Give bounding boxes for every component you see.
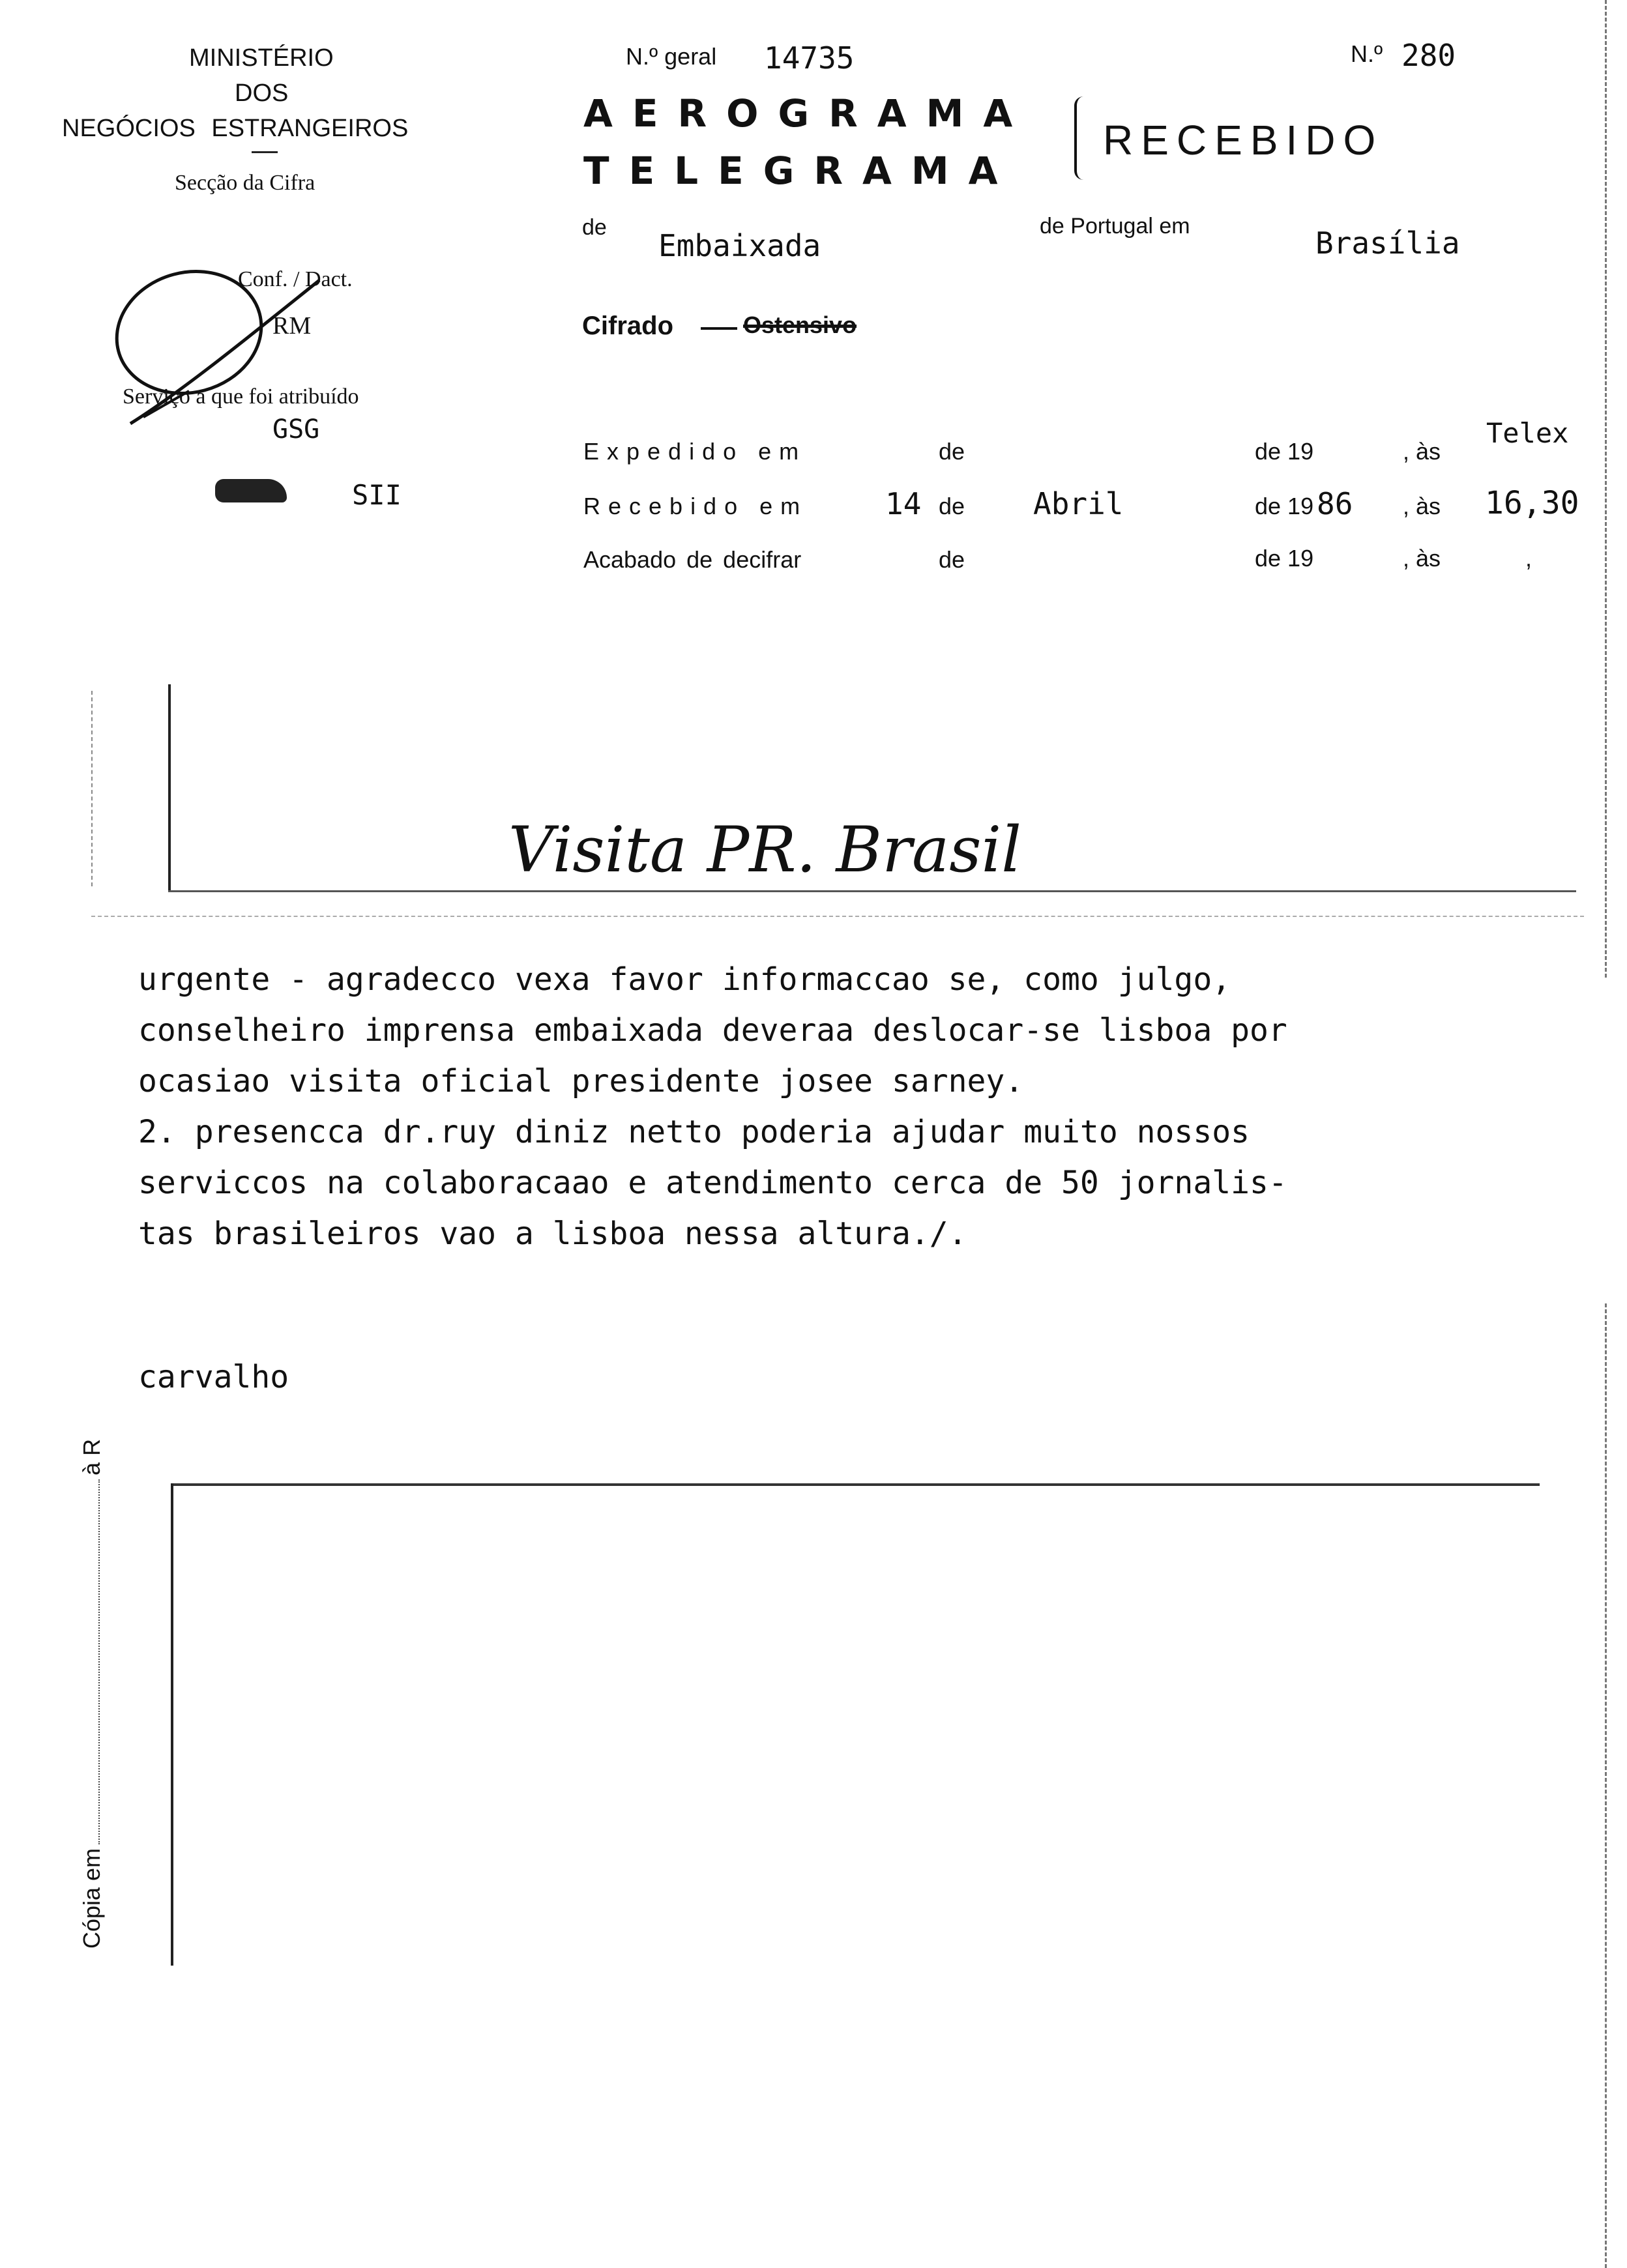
recebido-time: 16,30 — [1485, 485, 1579, 521]
portugal-label: de Portugal em — [1040, 214, 1190, 239]
redacted-mark — [215, 479, 287, 502]
recebido-de19: de 19 — [1255, 493, 1314, 519]
bracket-icon — [1074, 96, 1083, 180]
left-dotted-rule — [91, 691, 93, 886]
ministry-line3: NEGÓCIOS ESTRANGEIROS — [62, 115, 409, 142]
portugal-value: Brasília — [1315, 225, 1460, 261]
recebido-year: 86 — [1317, 486, 1353, 521]
ministry-divider — [252, 151, 278, 153]
ministry-line1: MINISTÉRIO — [189, 44, 334, 72]
lower-frame-vertical — [171, 1483, 173, 1966]
signature-name: carvalho — [138, 1359, 289, 1395]
cifrado-dash — [701, 327, 737, 330]
message-line-3: ocasiao visita oficial presidente josee sarney. — [138, 1063, 1024, 1099]
handwritten-title: Visita PR. Brasil — [508, 813, 1021, 886]
de-value: Embaixada — [658, 228, 821, 263]
recebido-de: de — [939, 493, 965, 519]
expedido-label: Expedido em — [583, 438, 807, 465]
number-value: 280 — [1401, 38, 1456, 73]
message-line-2: conselheiro imprensa embaixada deveraa deslocar-se lisboa por — [138, 1012, 1287, 1049]
recebido-day: 14 — [885, 486, 922, 521]
de-label: de — [582, 215, 607, 240]
recebido-title: RECEBIDO — [1103, 117, 1384, 164]
lower-frame-horizontal — [171, 1483, 1540, 1486]
expedido-as: , às — [1403, 438, 1441, 465]
number-label: N.º — [1351, 40, 1383, 67]
ostensivo-struck: Ostensivo — [743, 312, 857, 338]
recebido-label: Recebido em — [583, 493, 808, 519]
telegrama-title: TELEGRAMA — [583, 149, 1018, 193]
decifrar-label: Acabado de decifrar — [583, 546, 802, 573]
right-perforation-top — [1605, 0, 1607, 978]
conf-label: Conf. / Dact. — [238, 267, 353, 291]
decifrar-as: , às — [1403, 545, 1441, 572]
copia-label: Cópia emà R — [78, 1438, 105, 1949]
decifrar-de: de — [939, 546, 965, 573]
conf-value: RM — [272, 312, 312, 340]
cifrado-label: Cifrado — [582, 312, 673, 340]
message-line-4: 2. presencca dr.ruy diniz netto poderia ajudar muito nossos — [138, 1114, 1250, 1150]
message-line-1: urgente - agradecco vexa favor informaccao se, como julgo, — [138, 961, 1231, 998]
decifrar-comma: , — [1525, 545, 1532, 572]
upper-frame-horizontal — [168, 890, 1576, 892]
right-perforation-bottom — [1605, 1303, 1607, 2268]
tear-line — [91, 916, 1584, 917]
service-value: GSG — [272, 414, 320, 444]
section-label: Secção da Cifra — [175, 171, 315, 195]
upper-frame-vertical — [168, 684, 171, 892]
expedido-de: de — [939, 438, 965, 465]
expedido-de19: de 19 — [1255, 438, 1314, 465]
service-extra: SII — [352, 479, 402, 511]
decifrar-de19: de 19 — [1255, 545, 1314, 572]
geral-label: N.º geral — [626, 43, 717, 70]
aerograma-title: AEROGRAMA — [583, 91, 1033, 136]
recebido-as: , às — [1403, 493, 1441, 519]
message-line-5: serviccos na colaboracaao e atendimento cerca de 50 jornalis- — [138, 1165, 1287, 1201]
recebido-month: Abril — [1033, 486, 1124, 521]
service-label: Serviço a que foi atribuído — [123, 385, 359, 409]
geral-value: 14735 — [764, 40, 855, 76]
expedido-telex: Telex — [1486, 417, 1569, 449]
message-line-6: tas brasileiros vao a lisboa nessa altura./. — [138, 1215, 967, 1252]
ministry-line2: DOS — [235, 80, 289, 107]
